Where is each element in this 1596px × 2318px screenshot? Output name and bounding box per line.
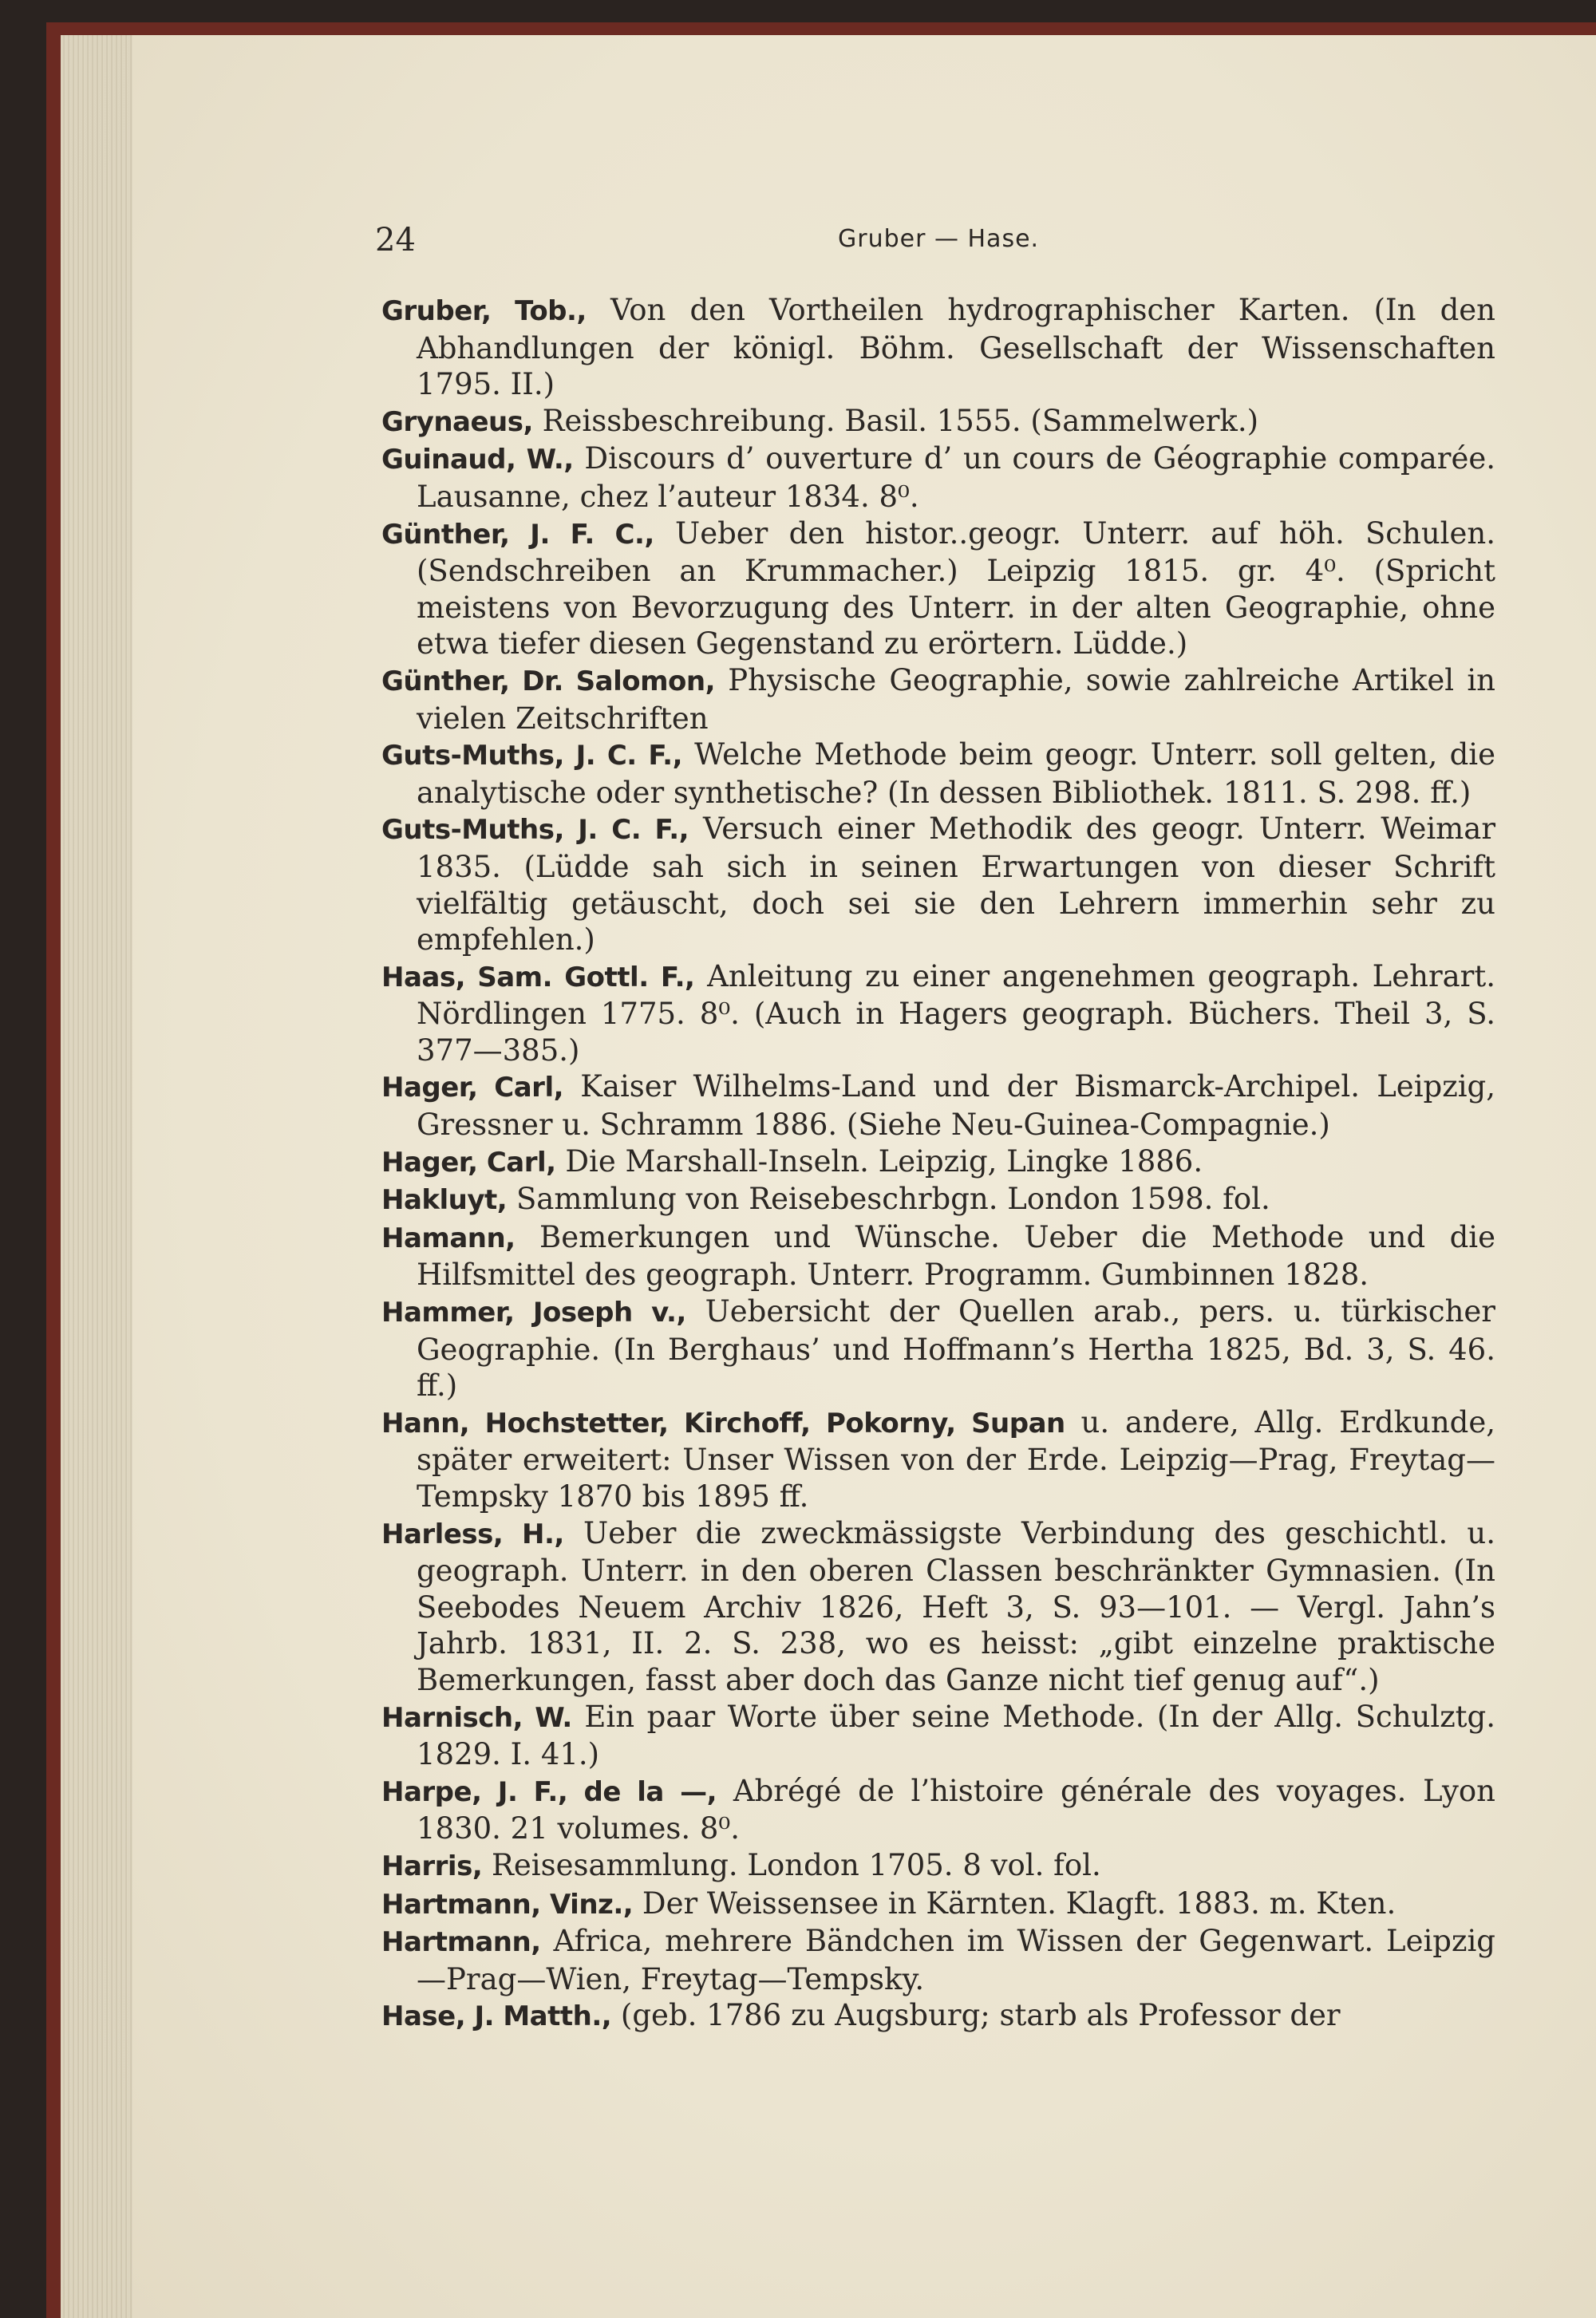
entry-author: Hartmann, [381,1926,541,1959]
entry-author: Grynaeus, [381,405,533,438]
entry-text: Ueber die zweckmässigste Verbindung des geschichtl. u. geograph. Unterr. in den oberen Classen beschränkter Gymnasien. (In Seebodes Neuem Archiv 1826, Heft 3, S. 93—101. — Vergl. Jahn’s Jahrb. 1831, II. 2. S. 238, wo es heisst: „gibt einzelne praktische Bemerkungen, fasst aber doch das Ganze nicht tief genug auf“.) [417,1515,1495,1697]
entry-text: Die Marshall-Inseln. Leipzig, Lingke 1886. [555,1143,1203,1179]
entry [381,1219,1495,1293]
entry-author: Günther, J. F. C., [381,518,654,551]
entry-author: Harnisch, W. [381,1701,572,1734]
entry-text: Versuch einer Methodik des geogr. Unterr. Weimar 1835. (Lüdde sah sich in seinen Erwartungen von dieser Schrift vielfältig getäuscht, doch sei sie den Lehrern immerhin sehr zu empfehlen.) [417,811,1496,958]
entry [381,811,1495,958]
entry [381,1699,1495,1773]
entry-author: Hager, Carl, [381,1072,564,1104]
entry [381,1181,1495,1219]
entry-text: Abrégé de l’histoire générale des voyages. Lyon 1830. 21 volumes. 8⁰. [417,1773,1496,1846]
entry [381,1886,1495,1924]
entry [381,403,1495,441]
entry-author: Hammer, Joseph v., [381,1297,686,1329]
entry [381,1068,1495,1143]
entry-text: Welche Methode beim geogr. Unterr. soll gelten, die analytische oder synthetische? (In dessen Bibliothek. 1811. S. 298. ff.) [417,737,1495,810]
entry-text: Anleitung zu einer angenehmen geograph. Lehrart. Nördlingen 1775. 8⁰. (Auch in Hagers geograph. Büchers. Theil 3, S. 377—385.) [417,958,1496,1068]
entry [381,1923,1495,1997]
entry [381,292,1495,403]
entry [381,1773,1495,1847]
entry-author: Harless, H., [381,1518,564,1550]
entry-author: Günther, Dr. Salomon, [381,665,716,697]
entry-author: Hann, Hochstetter, Kirchoff, Pokorny, Supan [381,1407,1065,1439]
entry [381,1997,1495,2036]
entry-author: Harpe, J. F., de la —, [381,1775,717,1808]
entry [381,1143,1495,1182]
entry [381,662,1495,736]
entry [381,1847,1495,1886]
entry-text: Von den Vortheilen hydrographischer Karten. (In den Abhandlungen der königl. Böhm. Gesellschaft der Wissenschaften 1795. II.) [417,293,1495,402]
entry-author: Harris, [381,1850,483,1882]
entry-text: Bemerkungen und Wünsche. Ueber die Methode und die Hilfsmittel des geograph. Unterr. Programm. Gumbinnen 1828. [417,1219,1495,1293]
entry-text: Ueber den histor..geogr. Unterr. auf höh. Schulen. (Sendschreiben an Krummacher.) Leipzig 1815. gr. 4⁰. (Spricht meistens von Bevorzugung des Unterr. in der alten Geographie, ohne etwa tiefer diesen Gegenstand zu erörtern. Lüdde.) [417,515,1495,661]
entry [381,736,1495,811]
page-stack-edges [61,35,132,2318]
entry [381,1293,1495,1404]
entry-text: Africa, mehrere Bändchen im Wissen der Gegenwart. Leipzig—Prag—Wien, Freytag—Tempsky. [417,1924,1495,1996]
entry-text: Discours d’ ouverture d’ un cours de Géographie comparée. Lausanne, chez l’auteur 1834. 8⁰. [417,441,1495,514]
entry-text: Reisesammlung. London 1705. 8 vol. fol. [482,1847,1101,1882]
entry-text: (geb. 1786 zu Augsburg; starb als Professor der [611,1998,1341,2033]
entry [381,1404,1495,1515]
entry-author: Hakluyt, [381,1184,508,1217]
entry-text: Ein paar Worte über seine Methode. (In der Allg. Schulztg. 1829. I. 41.) [417,1699,1495,1772]
entry-author: Hager, Carl, [381,1146,556,1179]
entry-text: Sammlung von Reisebeschrbgn. London 1598. fol. [507,1182,1270,1217]
entry-text: Kaiser Wilhelms-Land und der Bismarck-Archipel. Leipzig, Gressner u. Schramm 1886. (Siehe Neu-Guinea-Compagnie.) [417,1069,1495,1143]
entry-text: u. andere, Allg. Erdkunde, später erweitert: Unser Wissen von der Erde. Leipzig—Prag, Freytag—Tempsky 1870 bis 1895 ff. [417,1404,1495,1514]
page-header [375,222,1500,270]
bibliography-entries [381,292,1495,2036]
entry-author: Guts-Muths, J. C. F., [381,740,682,772]
entry-text: Reissbeschreibung. Basil. 1555. (Sammelwerk.) [532,403,1259,438]
entry [381,1515,1495,1699]
entry [381,515,1495,662]
entry-author: Guts-Muths, J. C. F., [381,814,689,847]
entry-author: Hartmann, Vinz., [381,1888,634,1921]
entry-author: Gruber, Tob., [381,295,587,327]
entry [381,958,1495,1069]
entry-author: Haas, Sam. Gottl. F., [381,961,695,993]
entry-author: Hase, J. Matth., [381,2000,612,2033]
entry-text: Der Weissensee in Kärnten. Klagft. 1883. m. Kten. [633,1886,1396,1921]
entry [381,440,1495,515]
entry-author: Guinaud, W., [381,444,574,476]
entry-text: Physische Geographie, sowie zahlreiche Artikel in vielen Zeitschriften [417,662,1495,736]
entry-text: Uebersicht der Quellen arab., pers. u. türkischer Geographie. (In Berghaus’ und Hoffmann’s Hertha 1825, Bd. 3, S. 46. ff.) [417,1294,1495,1404]
page-number: 24 [375,222,416,259]
entry-author: Hamann, [381,1222,516,1254]
running-head: Gruber — Hase. [838,225,1040,253]
